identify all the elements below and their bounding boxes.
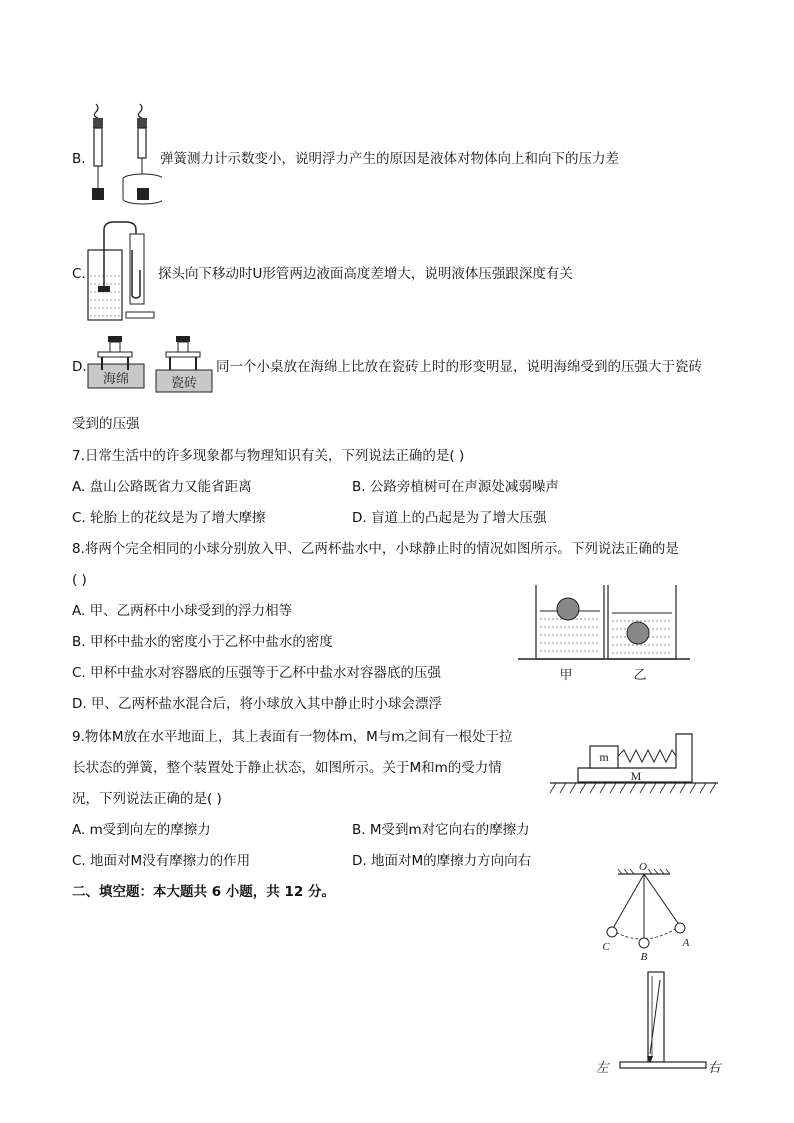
q6-option-c-letter: C. [72,266,86,282]
q6-option-d-letter: D. [72,359,87,375]
q8-stem-line1: 8.将两个完全相同的小球分别放入甲、乙两杯盐水中，小球静止时的情况如图所示。下列说法正确的是 [72,541,679,557]
cup-label-yi: 乙 [633,667,647,682]
pendulum-bottom-label: B [640,951,648,962]
stand-left-label: 左 [595,1060,609,1075]
q8-option-a: A. 甲、乙两杯中小球受到的浮力相等 [72,603,293,619]
block-big-label: M [630,769,642,783]
q9-stem-line3: 况，下列说法正确的是( ) [72,791,222,807]
q9-option-b: B. M受到m对它向右的摩擦力 [352,822,530,838]
q8-option-c: C. 甲杯中盐水对容器底的压强等于乙杯中盐水对容器底的压强 [72,665,442,681]
q6-option-d-text-line1: 同一个小桌放在海绵上比放在瓷砖上时的形变明显，说明海绵受到的压强大于瓷砖 [216,359,702,375]
q6-option-c-text: 探头向下移动时U形管两边液面高度差增大，说明液体压强跟深度有关 [158,266,573,282]
section-2-heading: 二、填空题：本大题共 6 小题，共 12 分。 [72,884,335,900]
q9-option-c: C. 地面对M没有摩擦力的作用 [72,853,251,869]
table-on-sponge-tile-figure [86,330,216,396]
q7-option-c: C. 轮胎上的花纹是为了增大摩擦 [72,510,266,526]
q6-option-b-text: 弹簧测力计示数变小，说明浮力产生的原因是液体对物体向上和向下的压力差 [160,151,619,167]
spring-scale-figure [86,102,162,208]
q8-stem-line2: ( ) [72,572,87,588]
q7-option-b: B. 公路旁植树可在声源处减弱噪声 [352,479,559,495]
pendulum-left-label: C [602,941,610,953]
u-tube-manometer-figure [86,220,160,324]
stand-right-label: 右 [707,1060,721,1075]
two-cups-saltwater-figure [516,583,692,683]
sponge-label: 海绵 [102,371,130,386]
q7-option-a: A. 盘山公路既省力又能省距离 [72,479,252,495]
block-spring-figure [548,730,720,800]
tile-label: 瓷砖 [170,375,198,390]
q8-option-d: D. 甲、乙两杯盐水混合后，将小球放入其中静止时小球会漂浮 [72,696,442,712]
q8-option-b: B. 甲杯中盐水的密度小于乙杯中盐水的密度 [72,634,333,650]
q7-stem: 7.日常生活中的许多现象都与物理知识有关，下列说法正确的是( ) [72,448,465,464]
block-small-label: m [599,750,609,764]
q6-option-b-letter: B. [72,151,86,167]
pendulum-pivot-label: O [639,861,647,873]
q9-option-a: A. m受到向左的摩擦力 [72,822,211,838]
stand-left-right-figure [590,966,724,1076]
q7-option-d: D. 盲道上的凸起是为了增大压强 [352,510,547,526]
q9-stem-line2: 长状态的弹簧，整个装置处于静止状态，如图所示。关于M和m的受力情 [72,760,502,776]
cup-label-jia: 甲 [559,667,573,682]
pendulum-figure [596,858,696,962]
q9-option-d: D. 地面对M的摩擦力方向向右 [352,853,532,869]
q6-option-d-text-line2: 受到的压强 [72,416,140,432]
pendulum-right-label: A [682,937,690,949]
q9-stem-line1: 9.物体M放在水平地面上，其上表面有一物体m，M与m之间有一根处于拉 [72,729,513,745]
